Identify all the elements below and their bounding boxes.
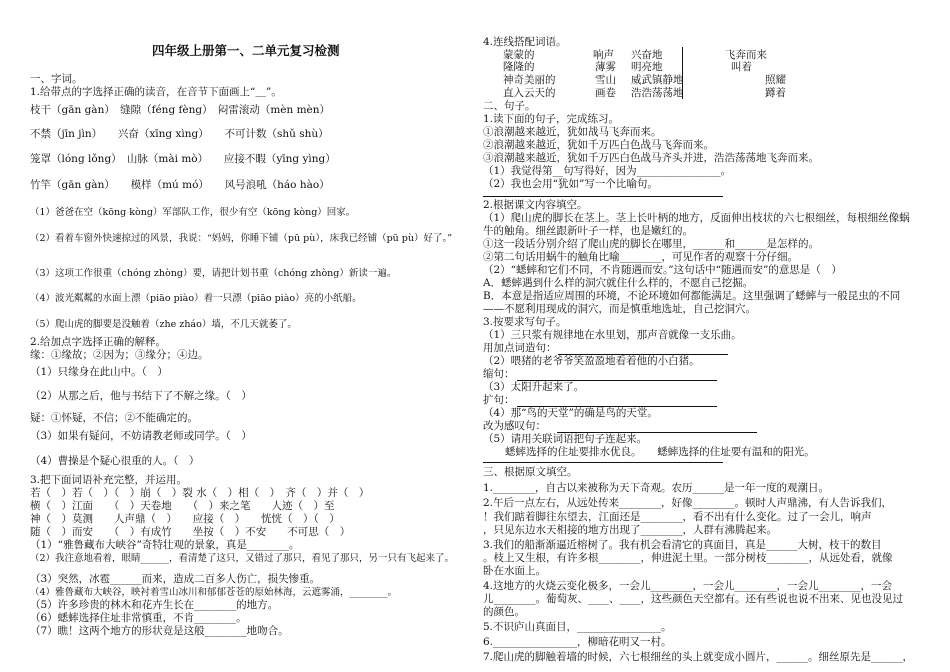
- match-left: 隆隆的: [503, 61, 535, 73]
- answer-line: [483, 196, 723, 197]
- fill-sentence: （7）瞧！这两个地方的形状竟是这般________地吻合。: [30, 625, 289, 637]
- option-b: ——不愿利用现成的洞穴，而是慎重地选址，自己挖洞穴。: [483, 303, 756, 315]
- pinyin-row: 竹竿（gān gàn） 模样（mú mó） 风号浪吼（háo hào）: [30, 179, 330, 191]
- fill-line: 儿________。葡萄灰、____、____，这些颜色天空都有。还有些说也说不出来、见也没见过: [483, 593, 903, 605]
- choice-item: （3）如果有疑问，不妨请教老师或同学。（ ）: [30, 430, 252, 442]
- question-2: 2.根据课文内容填空。: [483, 199, 588, 211]
- sentence: 蟋蟀选择的住址要排水优良。 蟋蟀选择的住址要有温和的阳光。: [505, 446, 815, 458]
- section-heading: 三、根据原文填空。: [483, 466, 578, 478]
- sentence: （1）三只浆有规律地在水里划，那声音就像一支乐曲。: [483, 329, 742, 341]
- passage-line: ②第二句话用蜗牛的触角比喻________，可见作者的观察十分仔细。: [483, 251, 798, 263]
- fill-line: 7.爬山虎的脚触着墙的时候，六七根细丝的头上就变成小圆片，______。细丝原先是______，: [483, 651, 914, 663]
- fill-line: 4.这地方的火烧云变化极多，一会儿________，一会儿________，一会儿________，一会: [483, 580, 893, 592]
- match-left: 蒙蒙的: [503, 49, 535, 61]
- question-1: 1.读下面的句子，完成练习。: [483, 113, 620, 125]
- prompt: 缩句：: [483, 368, 515, 380]
- passage-line: （1）爬山虎的脚长在茎上。茎上长叶柄的地方，反面伸出枝状的六七根细丝，每根细丝像蜗: [483, 212, 910, 224]
- match-left: 直入云天的: [503, 87, 556, 99]
- idiom-row: 随（ ）而安 （ ）有成竹 坐按（ ）不安 不可思（ ）: [30, 526, 351, 538]
- sentence: ②浪潮越来越近，犹如千万匹白色战马飞奔而来。: [483, 139, 714, 151]
- choice-item: （4）曹操是个疑心很重的人。（ ）: [30, 455, 200, 467]
- passage-line: ①这一段话分别介绍了爬山虎的脚长在哪里，______和______是怎样的。: [483, 238, 819, 250]
- definition: 疑：①怀疑，不信；②不能确定的。: [30, 412, 198, 424]
- match-middle: 画卷: [595, 87, 616, 99]
- fill-line: 1.________，自古以来被称为天下奇观。农历______是一年一度的观潮日。: [483, 482, 830, 494]
- match-left: 神奇美丽的: [503, 74, 556, 86]
- fill-sentence: （3）突然，冰雹______而来，造成二百多人伤亡，损失惨重。: [30, 573, 321, 585]
- sentence: （2）喂猪的老爷爷笑盈盈地看着他的小白猪。: [483, 355, 700, 367]
- fill-sentence: （2）我注意地看着，眼睛______，看清楚了这只，又错过了那只，看见了那只，另一只有飞起来了。: [30, 553, 455, 564]
- prompt: 改为感叹句：: [483, 420, 546, 432]
- match-adverb: 明亮地: [631, 61, 663, 73]
- divider-line: [682, 47, 683, 99]
- fill-line: ，只见东边水天相接的地方出现了________，人群有沸腾起来。: [483, 524, 777, 536]
- fill-line: 。枝上又生根，有许多根________，伸进泥土里。一部分树枝________，从远处看，就像: [483, 552, 893, 564]
- match-right: 叫着: [731, 61, 752, 73]
- idiom-row: 横（ ）江面 （ ）天卷地 （ ）来之笔 人迹（ ）至: [30, 500, 335, 512]
- answer-line: [483, 462, 723, 463]
- match-adverb: 威武镇静地: [631, 74, 684, 86]
- match-middle: 雪山: [595, 74, 616, 86]
- sentence: ①浪潮越来越近，犹如战马飞奔而来。: [483, 126, 662, 138]
- fill-line: 2.午后一点左右，从远处传来________，好像________。顿时人声鼎沸，有人告诉我们，: [483, 497, 893, 509]
- question-3: 3.按要求写句子。: [483, 316, 567, 328]
- page-title: 四年级上册第一、二单元复习检测: [152, 43, 340, 58]
- fill-line: 6.________________，柳暗花明又一村。: [483, 636, 672, 648]
- pinyin-sentence: （5）爬山虎的脚要是没触着（zhe zháo）墙，不几天就萎了。: [30, 319, 297, 330]
- match-right: 飞奔而来: [725, 49, 767, 61]
- sentence: （5）请用关联词语把句子连起来。: [483, 433, 648, 445]
- section-heading: 一、字词。: [30, 73, 83, 85]
- sentence: （4）那“鸟的天堂”的确是鸟的天堂。: [483, 407, 658, 419]
- question-4: 4.连线搭配词语。: [483, 36, 567, 48]
- section-heading: 二、句子。: [483, 100, 536, 112]
- fill-sentence: （6）蟋蟀选择住址非常慎重，不肯________。: [30, 612, 247, 624]
- fill-line: 3.我们的船渐渐逼近榕树了。我有机会看清它的真面目，真是______大树，枝干的数目: [483, 539, 882, 551]
- pinyin-sentence: （1）爸爸在空（kōng kòng）军部队工作，很少有空（kōng kòng）回家。: [30, 207, 356, 218]
- match-middle: 响声: [593, 49, 614, 61]
- fill-sentence: （1）“雅鲁藏布大峡谷”奇特壮观的景象，真是________。: [30, 539, 300, 551]
- pinyin-sentence: （2）看着车窗外快速掠过的风景，我说：“妈妈，你睡下铺（pū pù），床我已经铺（pū pù）好了。”: [30, 233, 453, 244]
- match-middle: 薄雾: [595, 61, 616, 73]
- pinyin-sentence: （4）波光粼粼的水面上漂（piāo piào）着一只漂（piāo piào）亮的小纸船。: [30, 293, 362, 304]
- fill-line: ！我们踮着脚往东望去，江面还是________，看不出有什么变化。过了一会儿，响声: [483, 511, 872, 523]
- passage-line: 牛的触角。细丝跟新叶子一样，也是嫩红的。: [483, 225, 693, 237]
- idiom-row: 神（ ）莫测 人声鼎（ ） 应接（ ） 恍恍（ ）（ ）: [30, 513, 340, 525]
- fill-sentence: （5）许多珍贵的林木和花卉生长在________的地方。: [30, 599, 279, 611]
- question-1: 1.给带点的字选择正确的读音，在音节下面画上“＿”。: [30, 86, 282, 98]
- choice-item: （2）从那之后，他与书结下了不解之缘。（ ）: [30, 390, 252, 402]
- question-3: 3.把下面词语补充完整，并运用。: [30, 474, 188, 486]
- pinyin-row: 枝干（gān gàn） 缝隙（féng fèng） 闷雷滚动（mèn mèn）: [30, 104, 331, 116]
- sentence: ③浪潮越来越近，犹如千万匹白色战马齐头并进，浩浩荡荡地飞奔而来。: [483, 152, 819, 164]
- fill-line: 5.不识庐山真面目，________________。: [483, 621, 672, 633]
- pinyin-row: 不禁（jīn jìn） 兴奋（xīng xìng） 不可计数（shǔ shù）: [30, 128, 329, 140]
- match-right: 蹲着: [765, 87, 786, 99]
- question-2: 2.给加点字选择正确的解释。: [30, 336, 167, 348]
- prompt: 用加点词造句：: [483, 342, 557, 354]
- match-right: 照耀: [765, 74, 786, 86]
- sentence: （1）我觉得第__句写得好，因为________________。: [483, 165, 732, 177]
- passage-line: （2）“蟋蟀和它们不同，不肯随遇而安。”这句话中“随遇而安”的意思是（ ）: [483, 264, 842, 276]
- fill-sentence: （4）雅鲁藏布大峡谷，映衬着雪山冰川和郁郁苍苍的原始林海，云遮雾涌，________。: [30, 587, 398, 598]
- option-a: A．蟋蟀遇到什么样的洞穴就住什么样的，不愿自己挖掘。: [483, 277, 754, 289]
- match-adverb: 兴奋地: [631, 49, 663, 61]
- fill-line: 卧在水面上。: [483, 565, 546, 577]
- sentence: （2）我也会用“犹如”写一个比喻句。: [483, 178, 658, 190]
- option-b: B．本意是指适应周围的环境，不论环境如何都能满足。这里强调了蟋蟀与一般昆虫的不同: [483, 290, 901, 302]
- definition: 缘：①缘故；②因为；③缘分；④边。: [30, 349, 209, 361]
- fill-line: 的颜色。: [483, 606, 525, 618]
- idiom-row: 若（ ）若（ ）（ ）崩（ ）裂 水（ ）相（ ） 齐（ ）并（ ）: [30, 487, 370, 499]
- pinyin-row: 笼罩（lóng lǒng） 山脉（mài mò） 应接不暇（yīng yìng）: [30, 153, 336, 165]
- sentence: （3）太阳升起来了。: [483, 381, 585, 393]
- match-adverb: 浩浩荡荡地: [631, 87, 684, 99]
- pinyin-sentence: （3）这项工作很重（chóng zhòng）要，请把计划书重（chóng zhòng）新读一遍。: [30, 268, 397, 279]
- choice-item: （1）只缘身在此山中。（ ）: [30, 366, 168, 378]
- prompt: 扩句：: [483, 394, 515, 406]
